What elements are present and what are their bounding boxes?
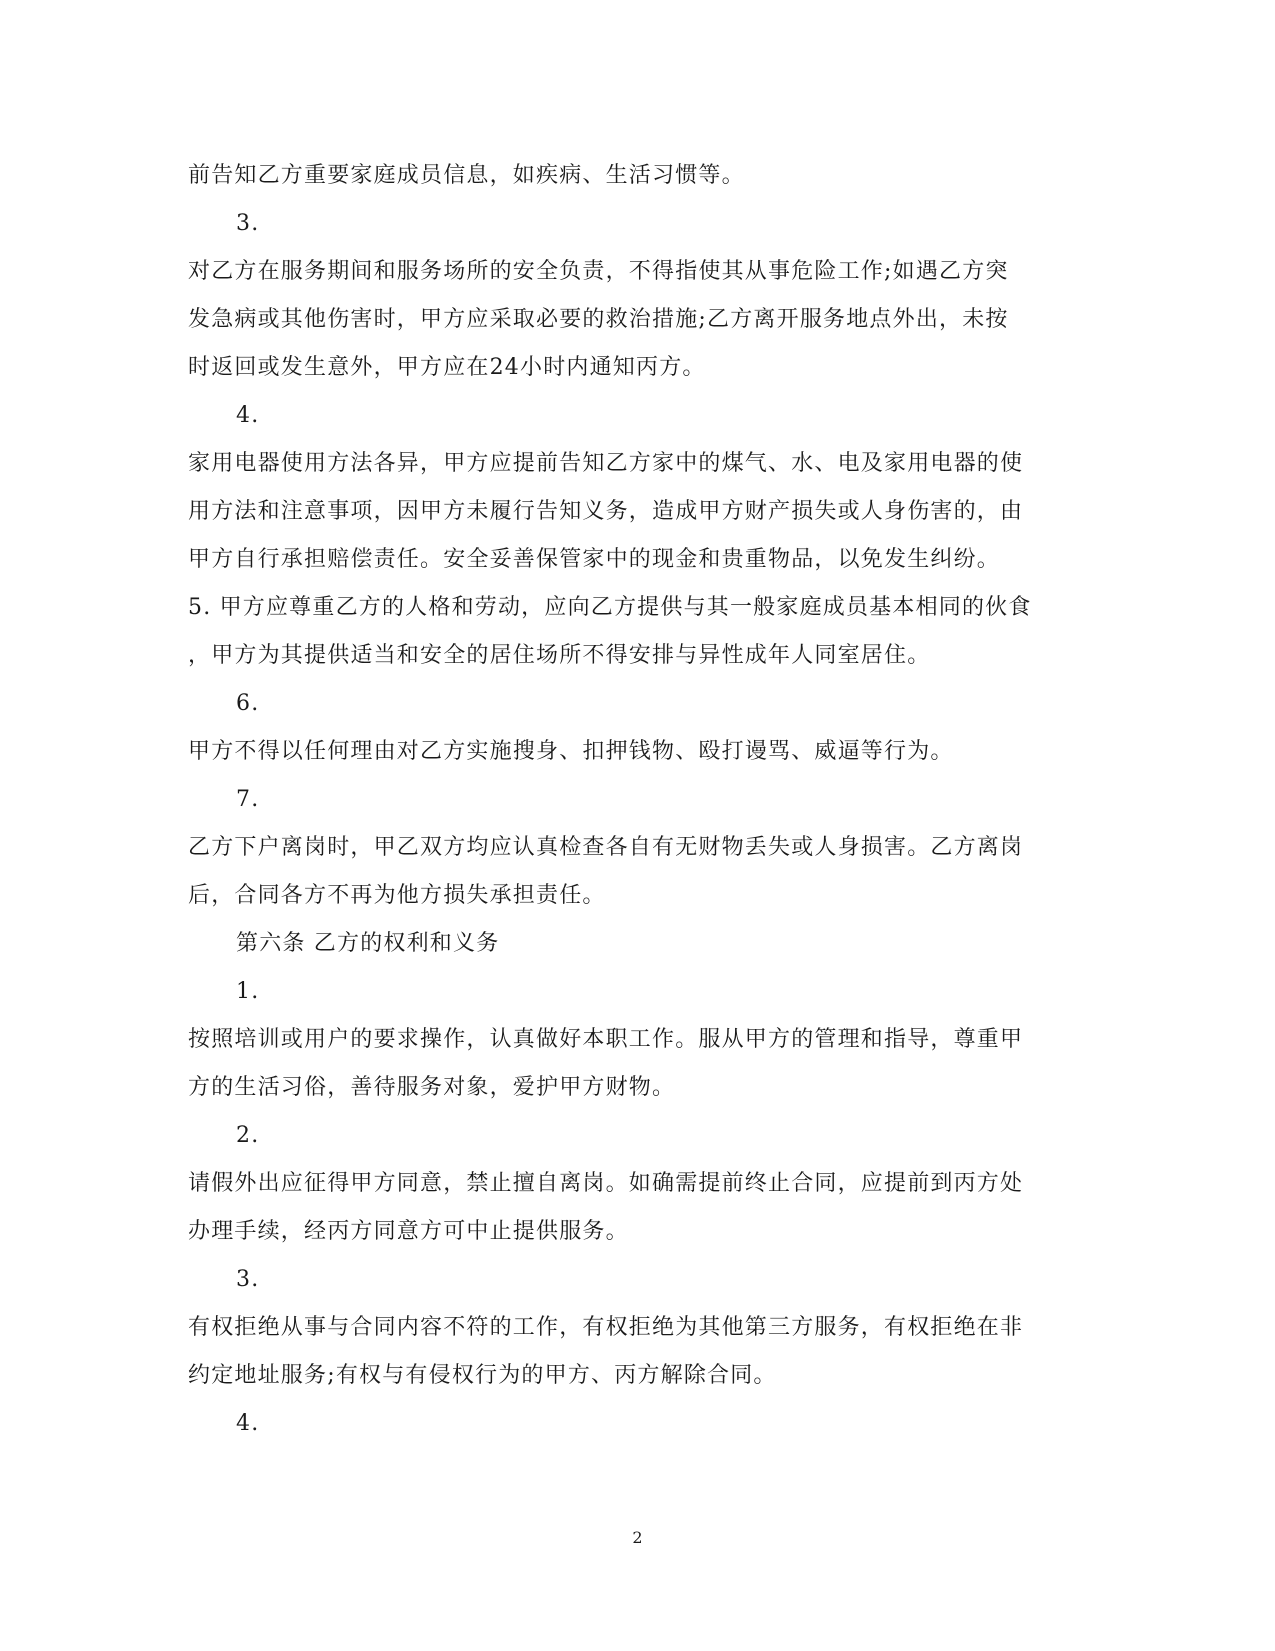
body-text-line: 甲方自行承担赔偿责任。安全妥善保管家中的现金和贵重物品，以免发生纠纷。: [188, 547, 1001, 572]
page-number: 2: [632, 1528, 643, 1547]
body-text-line: 家用电器使用方法各异，甲方应提前告知乙方家中的煤气、水、电及家用电器的使: [188, 451, 1024, 476]
body-text-line: 方的生活习俗，善待服务对象，爱护甲方财物。: [188, 1075, 676, 1100]
body-text-line: 对乙方在服务期间和服务场所的安全负责，不得指使其从事危险工作;如遇乙方突: [188, 259, 1009, 284]
item-number: 1.: [236, 979, 260, 1004]
body-text-line: 5. 甲方应尊重乙方的人格和劳动，应向乙方提供与其一般家庭成员基本相同的伙食: [188, 595, 1032, 620]
item-number: 6.: [236, 691, 260, 716]
section-heading: 第六条 乙方的权利和义务: [236, 931, 500, 956]
item-number: 3.: [236, 211, 260, 236]
body-text-line: 有权拒绝从事与合同内容不符的工作，有权拒绝为其他第三方服务，有权拒绝在非: [188, 1315, 1024, 1340]
body-text-line: 甲方不得以任何理由对乙方实施搜身、扣押钱物、殴打谩骂、威逼等行为。: [188, 739, 954, 764]
body-text-line: 时返回或发生意外，甲方应在24小时内通知丙方。: [188, 355, 706, 380]
body-text-line: 乙方下户离岗时，甲乙双方均应认真检查各自有无财物丢失或人身损害。乙方离岗: [188, 835, 1024, 860]
body-text-line: 按照培训或用户的要求操作，认真做好本职工作。服从甲方的管理和指导，尊重甲: [188, 1027, 1024, 1052]
document-body: [188, 152, 1088, 1448]
body-text-line: 办理手续，经丙方同意方可中止提供服务。: [188, 1219, 629, 1244]
item-number: 3.: [236, 1267, 260, 1292]
body-text-line: 用方法和注意事项，因甲方未履行告知义务，造成甲方财产损失或人身伤害的，由: [188, 499, 1024, 524]
body-text-line: 约定地址服务;有权与有侵权行为的甲方、丙方解除合同。: [188, 1363, 777, 1388]
body-text-line: 发急病或其他伤害时，甲方应采取必要的救治措施;乙方离开服务地点外出，未按: [188, 307, 1009, 332]
item-number: 4.: [236, 1411, 260, 1436]
body-text-line: ，甲方为其提供适当和安全的居住场所不得安排与异性成年人同室居住。: [188, 643, 931, 668]
item-number: 4.: [236, 403, 260, 428]
body-text-line: 后，合同各方不再为他方损失承担责任。: [188, 883, 606, 908]
body-text-line: 前告知乙方重要家庭成员信息，如疾病、生活习惯等。: [188, 163, 745, 188]
item-number: 2.: [236, 1123, 260, 1148]
item-number: 7.: [236, 787, 260, 812]
body-text-line: 请假外出应征得甲方同意，禁止擅自离岗。如确需提前终止合同，应提前到丙方处: [188, 1171, 1024, 1196]
